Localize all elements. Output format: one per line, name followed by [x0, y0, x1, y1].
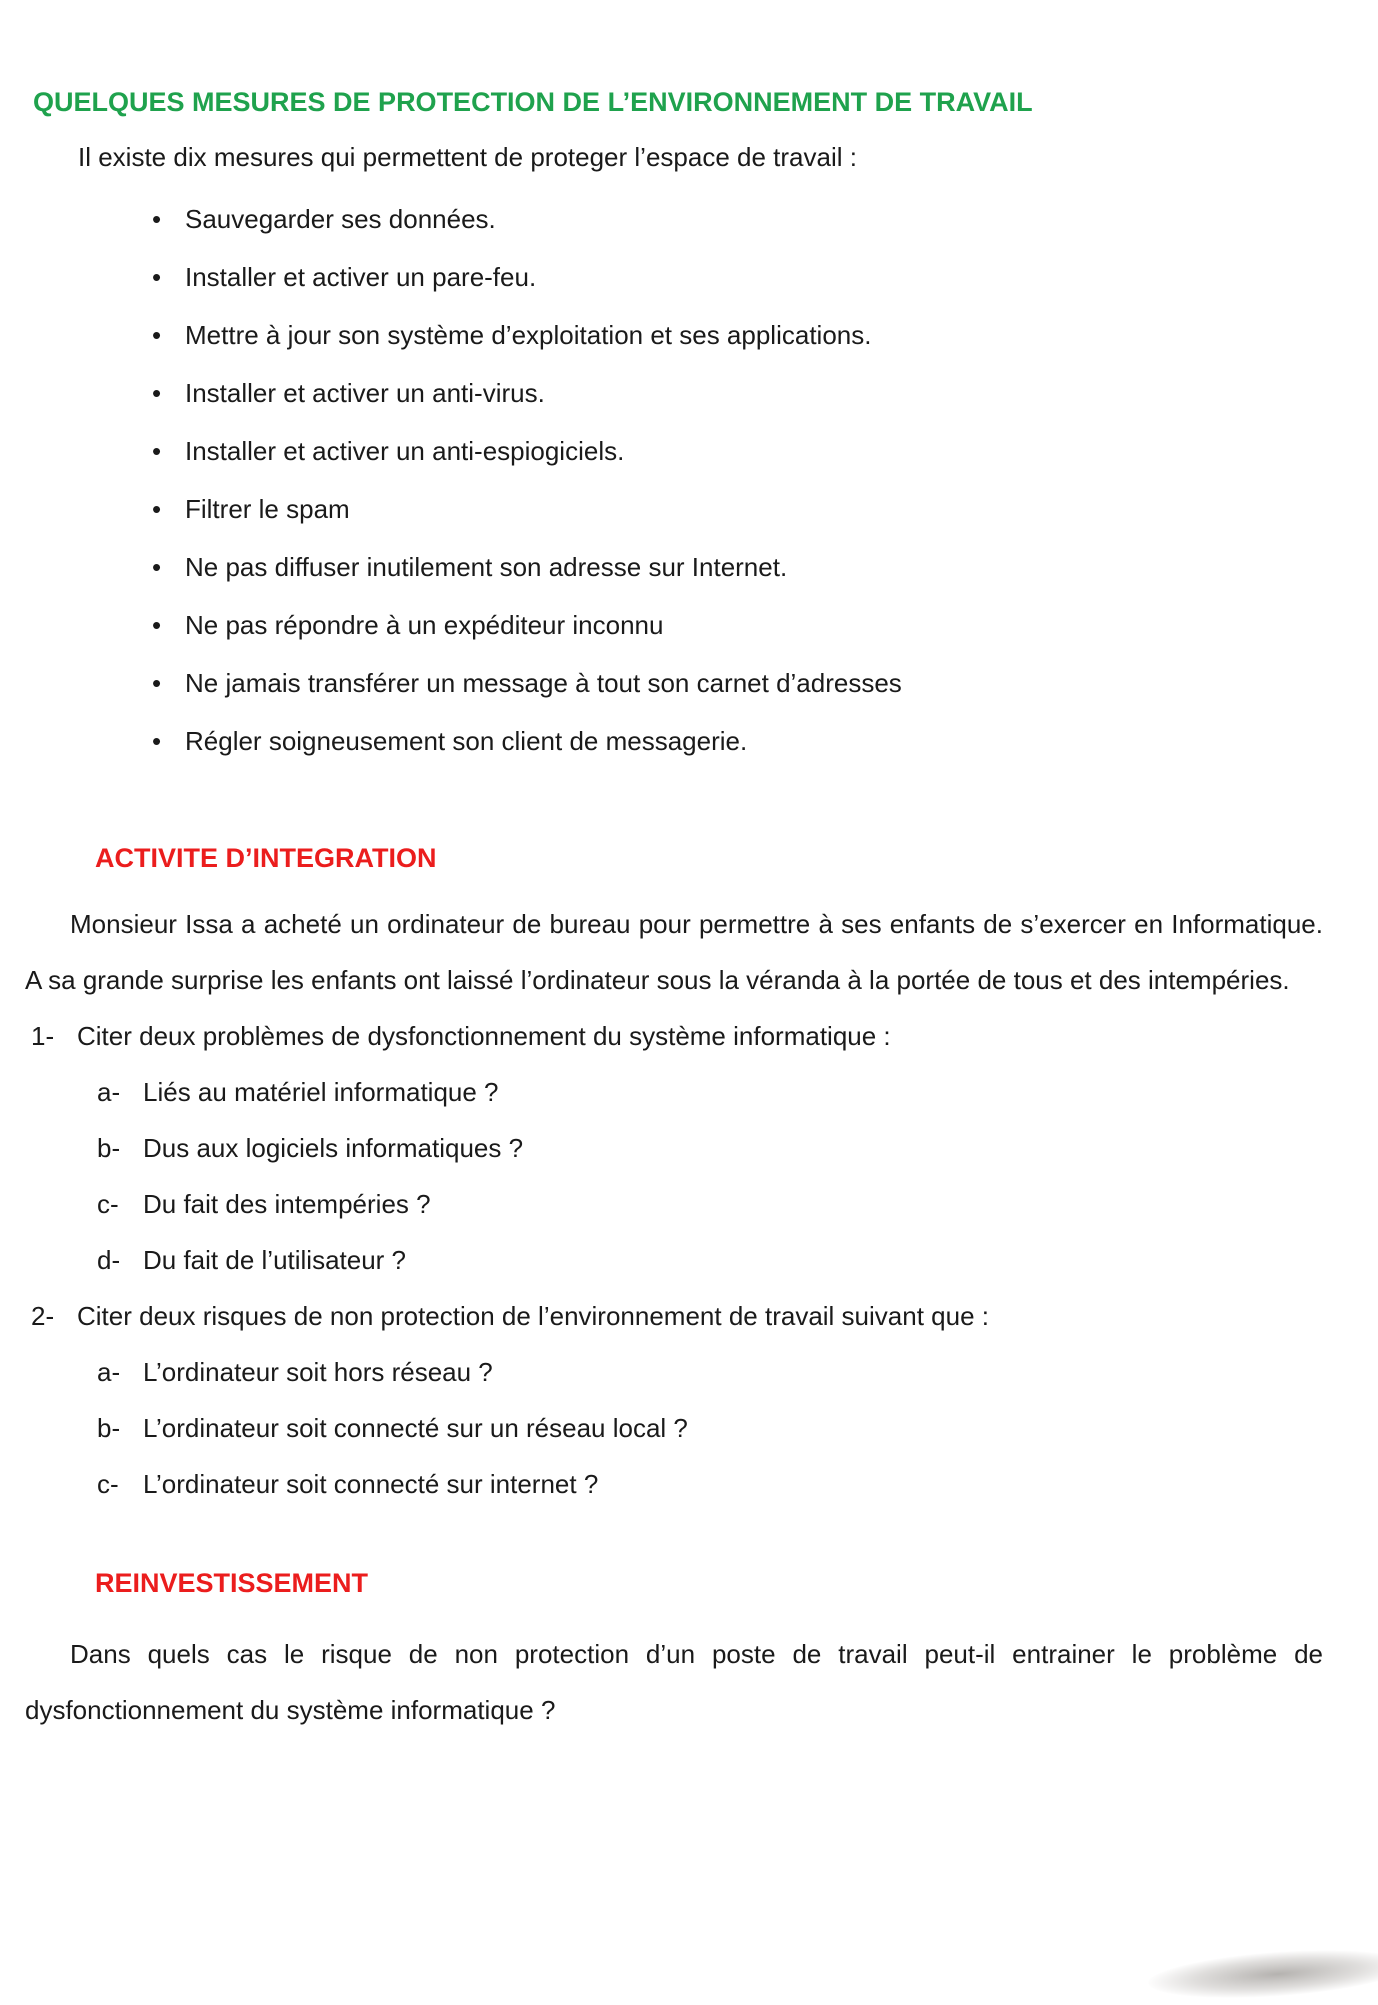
subitem-letter: c-	[97, 1189, 119, 1219]
subitem-text: Dus aux logiciels informatiques ?	[143, 1133, 524, 1163]
question-text: Citer deux risques de non protection de l’environnement de travail suivant que :	[77, 1301, 989, 1331]
question-number: 1-	[31, 1021, 55, 1051]
measure-item	[152, 494, 1378, 524]
activite-paragraph: Monsieur Issa a acheté un ordinateur de bureau pour permettre à ses enfants de s’exercer en Informatique. A sa grande surprise les enfants ont laissé l’ordinateur sous la véranda à la portée de tous et des intempéries.	[25, 909, 1323, 995]
subitem-text: L’ordinateur soit connecté sur un réseau local ?	[143, 1413, 688, 1443]
measure-item	[152, 726, 1378, 756]
question-text: Citer deux problèmes de dysfonctionnement du système informatique :	[77, 1021, 891, 1051]
question-subitem-row	[97, 1232, 1378, 1288]
subitem-text: L’ordinateur soit hors réseau ?	[143, 1357, 493, 1387]
measure-item-text: • Ne jamais transférer un message à tout son carnet d’adresses	[185, 668, 902, 698]
measure-item	[152, 320, 1378, 350]
question-row	[31, 1008, 1378, 1064]
measure-item	[152, 204, 1378, 234]
reinvestissement-paragraph: Dans quels cas le risque de non protection d’un poste de travail peut-il entrainer le problème de dysfonctionnement du système informatique ?	[25, 1639, 1323, 1725]
section-title-activite: ACTIVITE D’INTEGRATION	[95, 843, 437, 873]
scan-page-curl-artifact	[1147, 1943, 1378, 2005]
measure-item-text: • Filtrer le spam	[185, 494, 350, 524]
subitem-letter: d-	[97, 1245, 121, 1275]
measure-item	[152, 668, 1378, 698]
section-title-reinvestissement: REINVESTISSEMENT	[95, 1568, 369, 1598]
question-subitem-row	[97, 1400, 1378, 1456]
measure-item-text: • Ne pas diffuser inutilement son adresse sur Internet.	[185, 552, 788, 582]
subitem-letter: c-	[97, 1469, 119, 1499]
question-subitem-row	[97, 1456, 1378, 1512]
question-subitem-row	[97, 1120, 1378, 1176]
subitem-letter: b-	[97, 1133, 121, 1163]
question-number: 2-	[31, 1301, 55, 1331]
section-title-mesures: QUELQUES MESURES DE PROTECTION DE L’ENVIRONNEMENT DE TRAVAIL	[33, 87, 1033, 117]
measure-item	[152, 262, 1378, 292]
subitem-letter: a-	[97, 1077, 121, 1107]
subitem-text: Du fait de l’utilisateur ?	[143, 1245, 407, 1275]
question-subitem-row	[97, 1176, 1378, 1232]
measure-item-text: • Régler soigneusement son client de messagerie.	[185, 726, 748, 756]
measure-item	[152, 436, 1378, 466]
measure-item	[152, 610, 1378, 640]
measure-item-text: • Installer et activer un pare-feu.	[185, 262, 537, 292]
measure-item-text: • Installer et activer un anti-espiogiciels.	[185, 436, 625, 466]
question-row	[31, 1288, 1378, 1344]
question-subitem-row	[97, 1344, 1378, 1400]
measure-item-text: • Ne pas répondre à un expéditeur inconnu	[185, 610, 664, 640]
measure-item-text: • Installer et activer un anti-virus.	[185, 378, 545, 408]
measure-item-text: • Mettre à jour son système d’exploitation et ses applications.	[185, 320, 872, 350]
mesures-intro: Il existe dix mesures qui permettent de proteger l’espace de travail :	[78, 142, 857, 172]
measure-item-text: • Sauvegarder ses données.	[185, 204, 496, 234]
subitem-text: Du fait des intempéries ?	[143, 1189, 431, 1219]
measure-item	[152, 378, 1378, 408]
measure-item	[152, 552, 1378, 582]
measures-list	[0, 204, 1378, 756]
subitem-letter: a-	[97, 1357, 121, 1387]
question-subitem-row	[97, 1064, 1378, 1120]
questions-list	[0, 1008, 1378, 1512]
subitem-letter: b-	[97, 1413, 121, 1443]
subitem-text: Liés au matériel informatique ?	[143, 1077, 499, 1107]
subitem-text: L’ordinateur soit connecté sur internet ?	[143, 1469, 599, 1499]
